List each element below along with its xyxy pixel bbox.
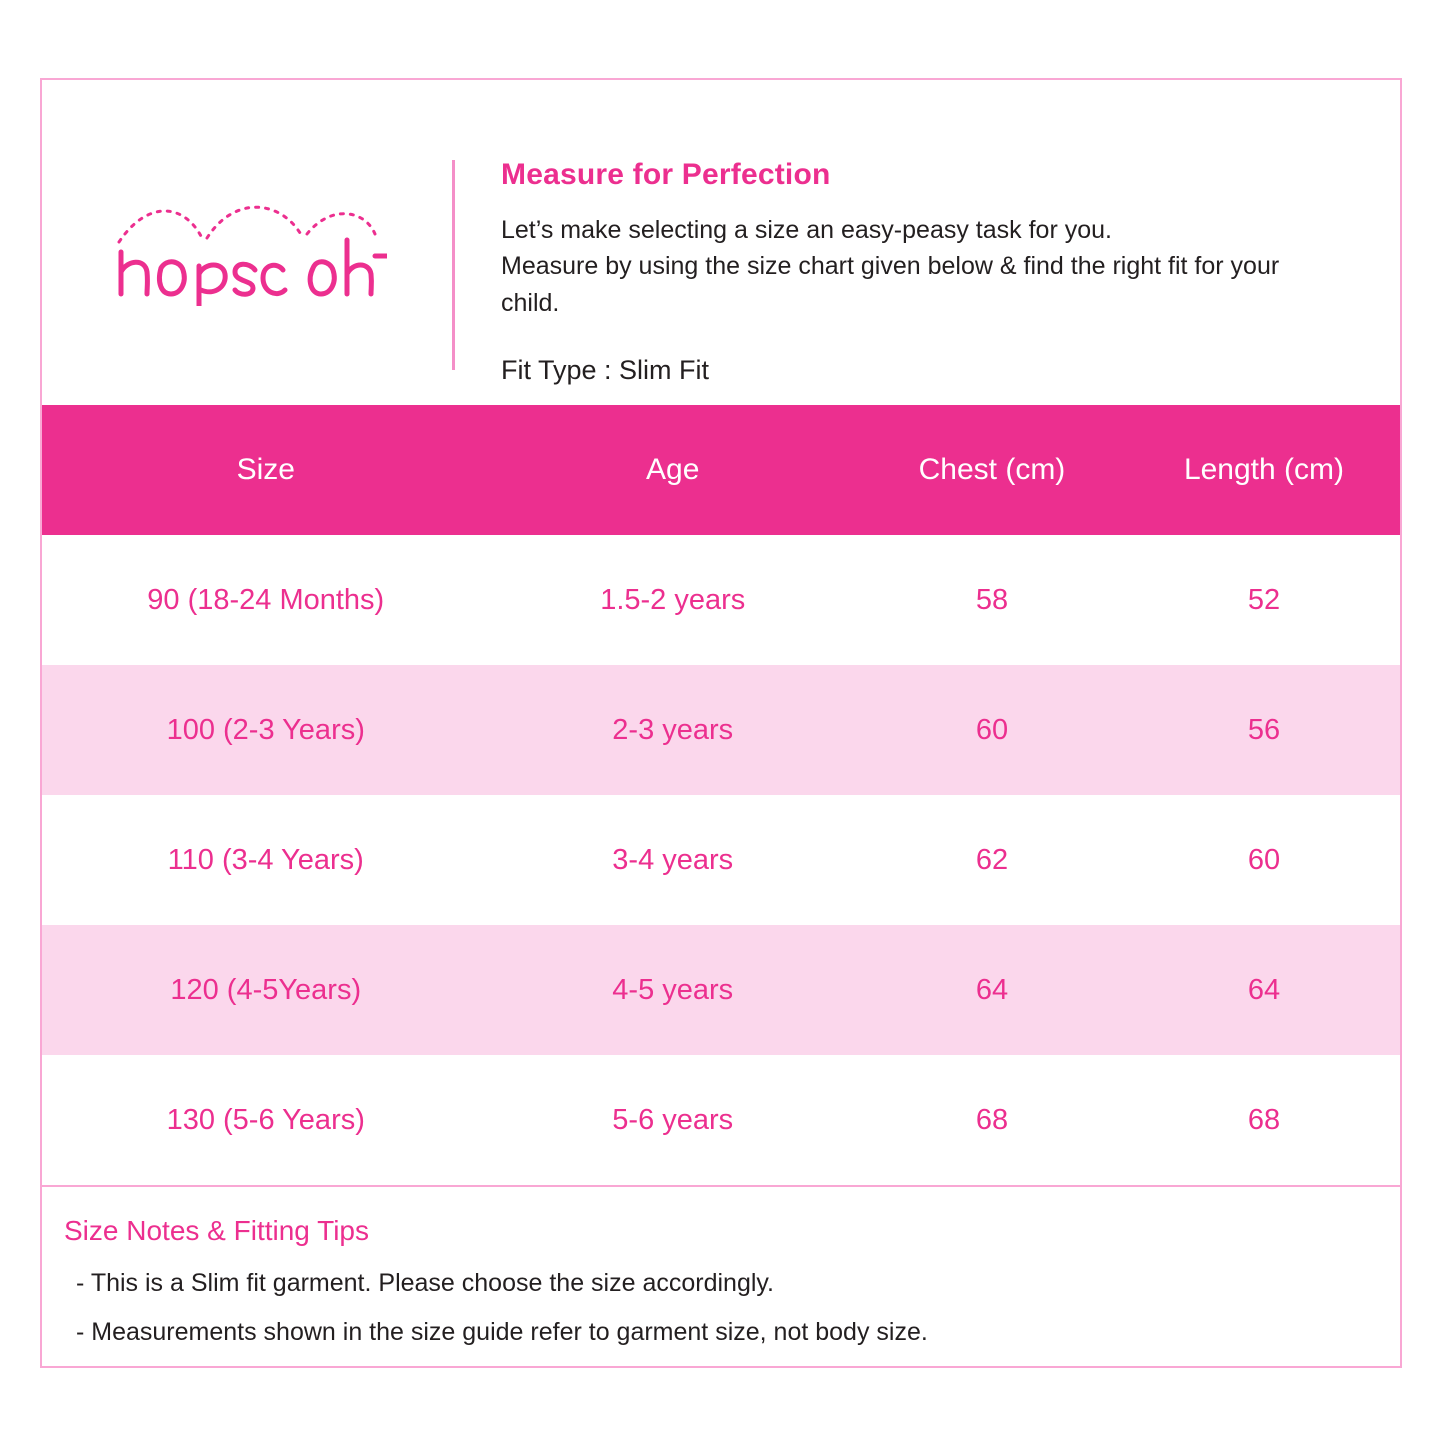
- table-row: [42, 665, 1400, 795]
- size-notes-title: Size Notes & Fitting Tips: [64, 1215, 370, 1246]
- cell-chest: 58: [975, 583, 1009, 616]
- table-row: [42, 925, 1400, 1055]
- table-row: [42, 535, 1400, 665]
- table-body: [42, 535, 1400, 1185]
- cell-age: 4-5 years: [489, 925, 856, 1055]
- card-header: [42, 80, 1400, 405]
- column-header-chest: Chest (cm): [856, 405, 1128, 535]
- header-description: [501, 212, 1279, 321]
- size-note-item: - This is a Slim fit garment. Please choose the size accordingly.: [76, 1269, 774, 1297]
- cell-chest: 64: [856, 925, 1128, 1055]
- size-chart-card: [40, 78, 1402, 1368]
- cell-age: 1.5-2 years: [600, 583, 746, 616]
- cell-length: 52: [1247, 583, 1281, 616]
- cell-size: 100 (2-3 Years): [42, 665, 489, 795]
- cell-length: 60: [1247, 843, 1281, 876]
- cell-length: 56: [1128, 665, 1400, 795]
- cell-chest: 68: [975, 1103, 1009, 1136]
- cell-chest: 60: [856, 665, 1128, 795]
- cell-size: 120 (4-5Years): [42, 925, 489, 1055]
- cell-age: 2-3 years: [489, 665, 856, 795]
- cell-size: 90 (18-24 Months): [147, 583, 385, 616]
- column-header-size: Size: [42, 405, 489, 535]
- table-header: [42, 405, 1400, 535]
- cell-size: 110 (3-4 Years): [167, 843, 364, 876]
- table-row: [42, 1055, 1400, 1185]
- size-chart-table: [42, 405, 1400, 1185]
- size-notes-section: [42, 1185, 1400, 1347]
- hopscotch-bird-logo-icon: [107, 194, 387, 304]
- header-text-block: [455, 132, 1279, 386]
- header-description-line-1: Let’s make selecting a size an easy-peasy task for you.: [501, 216, 1112, 244]
- header-description-line-2: Measure by using the size chart given below & find the right fit for your: [501, 252, 1280, 281]
- cell-size: 130 (5-6 Years): [166, 1103, 365, 1136]
- size-note-item: - Measurements shown in the size guide refer to garment size, not body size.: [76, 1318, 928, 1346]
- cell-chest: 62: [975, 843, 1009, 876]
- cell-length: 68: [1247, 1103, 1281, 1136]
- fit-type-label: Fit Type : Slim Fit: [501, 354, 710, 385]
- column-header-age: Age: [489, 405, 856, 535]
- cell-age: 5-6 years: [612, 1103, 734, 1136]
- cell-age: 3-4 years: [612, 843, 734, 876]
- header-title: Measure for Perfection: [501, 158, 831, 191]
- table-header-row: [42, 405, 1400, 535]
- header-description-line-3: child.: [501, 288, 560, 317]
- table-row: [42, 795, 1400, 925]
- column-header-length: Length (cm): [1128, 405, 1400, 535]
- cell-length: 64: [1128, 925, 1400, 1055]
- brand-logo: [42, 132, 452, 304]
